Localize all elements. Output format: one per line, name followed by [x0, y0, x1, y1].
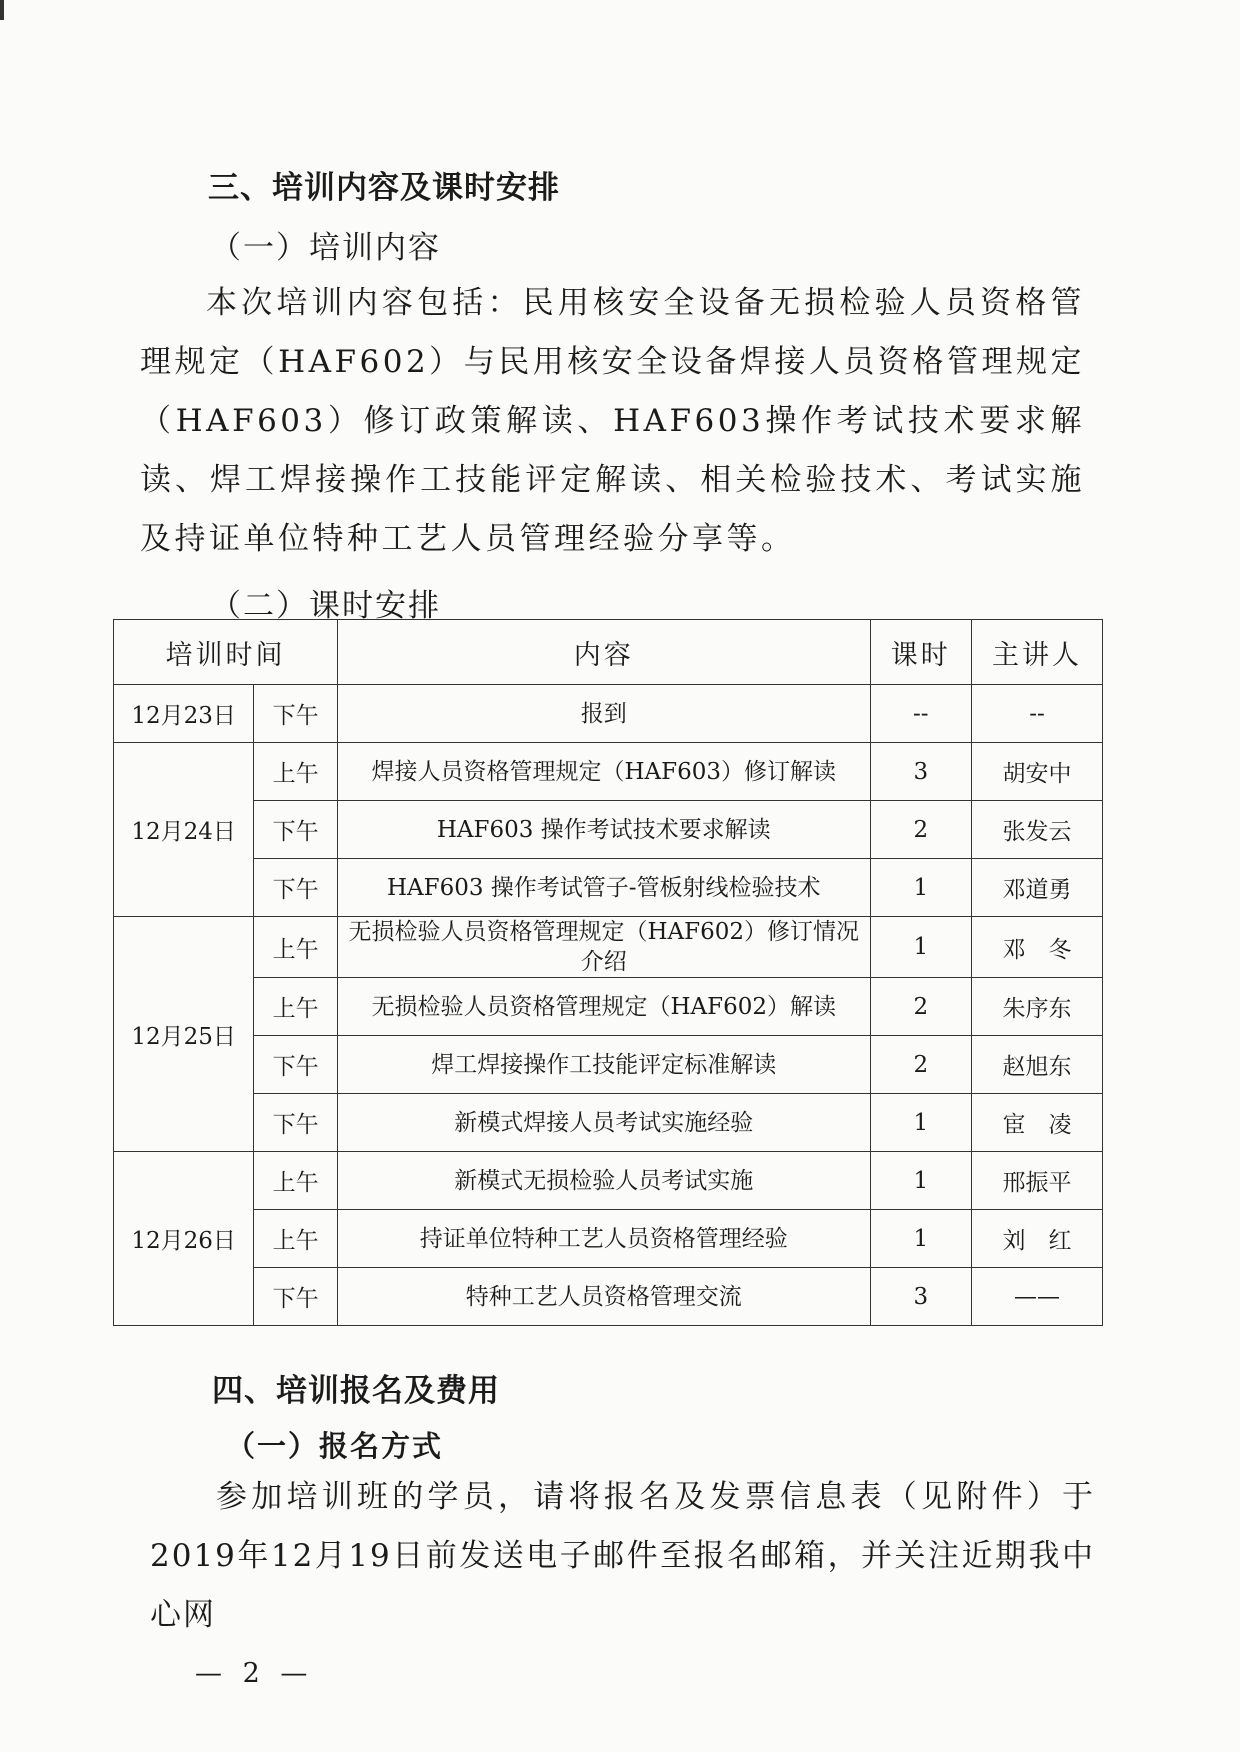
cell-period: 下午 [254, 1094, 338, 1152]
cell-period: 上午 [254, 1210, 338, 1268]
header-hours: 课时 [870, 620, 971, 685]
cell-period: 下午 [254, 685, 338, 743]
cell-hours: 1 [870, 1094, 971, 1152]
table-row [114, 685, 1103, 743]
cell-speaker: 宦 凌 [971, 1094, 1102, 1152]
cell-content: HAF603 操作考试技术要求解读 [337, 801, 870, 859]
table-row [114, 859, 1103, 917]
cell-hours: 1 [870, 859, 971, 917]
cell-period: 下午 [254, 1268, 338, 1326]
cell-speaker: 张发云 [971, 801, 1102, 859]
table-row [114, 1210, 1103, 1268]
cell-content: 新模式无损检验人员考试实施 [337, 1152, 870, 1210]
cell-period: 下午 [254, 1036, 338, 1094]
cell-hours: 3 [870, 1268, 971, 1326]
cell-period: 上午 [254, 978, 338, 1036]
schedule-table [113, 619, 1103, 1326]
cell-content: 无损检验人员资格管理规定（HAF602）修订情况介绍 [337, 917, 870, 978]
table-row [114, 917, 1103, 978]
scan-mark [0, 0, 4, 20]
table-row [114, 1036, 1103, 1094]
cell-hours: 1 [870, 917, 971, 978]
cell-period: 下午 [254, 801, 338, 859]
section-3-sub-1: （一）培训内容 [210, 230, 441, 266]
section-3-paragraph: 本次培训内容包括：民用核安全设备无损检验人员资格管理规定（HAF602）与民用核安全设备焊接人员资格管理规定（HAF603）修订政策解读、HAF603操作考试技术要求解读、焊工焊接操作工技能评定解读、相关检验技术、考试实施及持证单位特种工艺人员管理经验分享等。 [140, 285, 1085, 557]
header-time: 培训时间 [114, 620, 338, 685]
cell-hours: 2 [870, 1036, 971, 1094]
cell-hours: 3 [870, 743, 971, 801]
cell-content: 报到 [337, 685, 870, 743]
cell-hours: 1 [870, 1210, 971, 1268]
cell-speaker: -- [971, 685, 1102, 743]
cell-date: 12月25日 [114, 917, 254, 1152]
cell-hours: 2 [870, 801, 971, 859]
cell-hours: -- [870, 685, 971, 743]
cell-content: 持证单位特种工艺人员资格管理经验 [337, 1210, 870, 1268]
table-header-row [114, 620, 1103, 685]
section-4-title: 四、培训报名及费用 [212, 1373, 500, 1409]
cell-content: HAF603 操作考试管子-管板射线检验技术 [337, 859, 870, 917]
cell-date: 12月24日 [114, 743, 254, 917]
table-row [114, 801, 1103, 859]
cell-period: 下午 [254, 859, 338, 917]
cell-speaker: —— [971, 1268, 1102, 1326]
cell-period: 上午 [254, 1152, 338, 1210]
table-row [114, 743, 1103, 801]
cell-period: 上午 [254, 743, 338, 801]
cell-date: 12月23日 [114, 685, 254, 743]
table-row [114, 1152, 1103, 1210]
cell-content: 焊接人员资格管理规定（HAF603）修订解读 [337, 743, 870, 801]
section-4-paragraph: 参加培训班的学员，请将报名及发票信息表（见附件）于2019年12月19日前发送电子邮件至报名邮箱，并关注近期我中心网 [150, 1479, 1095, 1633]
cell-period: 上午 [254, 917, 338, 978]
header-speaker: 主讲人 [971, 620, 1102, 685]
cell-speaker: 刘 红 [971, 1210, 1102, 1268]
section-4-sub-1: （一）报名方式 [226, 1429, 444, 1463]
cell-speaker: 邓 冬 [971, 917, 1102, 978]
table-row [114, 978, 1103, 1036]
cell-speaker: 邓道勇 [971, 859, 1102, 917]
cell-content: 新模式焊接人员考试实施经验 [337, 1094, 870, 1152]
table-row [114, 1268, 1103, 1326]
schedule-body [114, 685, 1103, 1326]
cell-speaker: 邢振平 [971, 1152, 1102, 1210]
cell-speaker: 朱序东 [971, 978, 1102, 1036]
table-row [114, 1094, 1103, 1152]
cell-speaker: 胡安中 [971, 743, 1102, 801]
cell-hours: 2 [870, 978, 971, 1036]
page-number: — 2 — [195, 1658, 314, 1689]
cell-speaker: 赵旭东 [971, 1036, 1102, 1094]
cell-hours: 1 [870, 1152, 971, 1210]
section-3-sub-2: （二）课时安排 [210, 588, 441, 624]
cell-content: 无损检验人员资格管理规定（HAF602）解读 [337, 978, 870, 1036]
header-content: 内容 [337, 620, 870, 685]
cell-content: 焊工焊接操作工技能评定标准解读 [337, 1036, 870, 1094]
cell-date: 12月26日 [114, 1152, 254, 1326]
section-3-title: 三、培训内容及课时安排 [208, 170, 560, 206]
cell-content: 特种工艺人员资格管理交流 [337, 1268, 870, 1326]
